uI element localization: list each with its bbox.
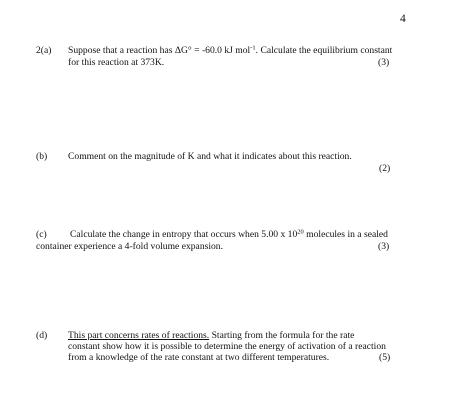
question-text-part: Suppose that a reaction has ΔG° = -60.0 kJ mol: [68, 45, 251, 56]
question-text-line: for this reaction at 373K.: [68, 57, 165, 68]
question-text-line: [68, 330, 354, 341]
question-label: (c): [36, 229, 47, 240]
question-text-line: [68, 45, 392, 56]
marks-label: (5): [379, 352, 391, 363]
question-label: (d): [36, 330, 48, 341]
question-text-line: [70, 229, 388, 240]
question-text-part: Starting from the formula for the rate: [209, 330, 355, 341]
page-number: 4: [400, 13, 406, 25]
superscript: 20: [297, 228, 304, 236]
question-text-part: molecules in a sealed: [303, 229, 388, 240]
question-text-line: Comment on the magnitude of K and what it indicates about this reaction.: [68, 151, 352, 162]
question-text-part: . Calculate the equilibrium constant: [255, 45, 393, 56]
superscript: -1: [250, 44, 256, 52]
marks-label: (2): [379, 163, 391, 174]
question-label: (b): [36, 151, 48, 162]
question-label: 2(a): [36, 45, 52, 56]
underlined-heading: This part concerns rates of reactions.: [68, 330, 210, 341]
marks-label: (3): [378, 57, 390, 68]
question-text-line: constant show how it is possible to determine the energy of activation of a reaction: [68, 341, 386, 352]
question-text-part: Calculate the change in entropy that occurs when 5.00 x 10: [70, 229, 298, 240]
marks-label: (3): [378, 241, 390, 252]
question-text-line: container experience a 4-fold volume expansion.: [36, 241, 224, 252]
question-text-line: from a knowledge of the rate constant at two different temperatures.: [68, 352, 330, 363]
